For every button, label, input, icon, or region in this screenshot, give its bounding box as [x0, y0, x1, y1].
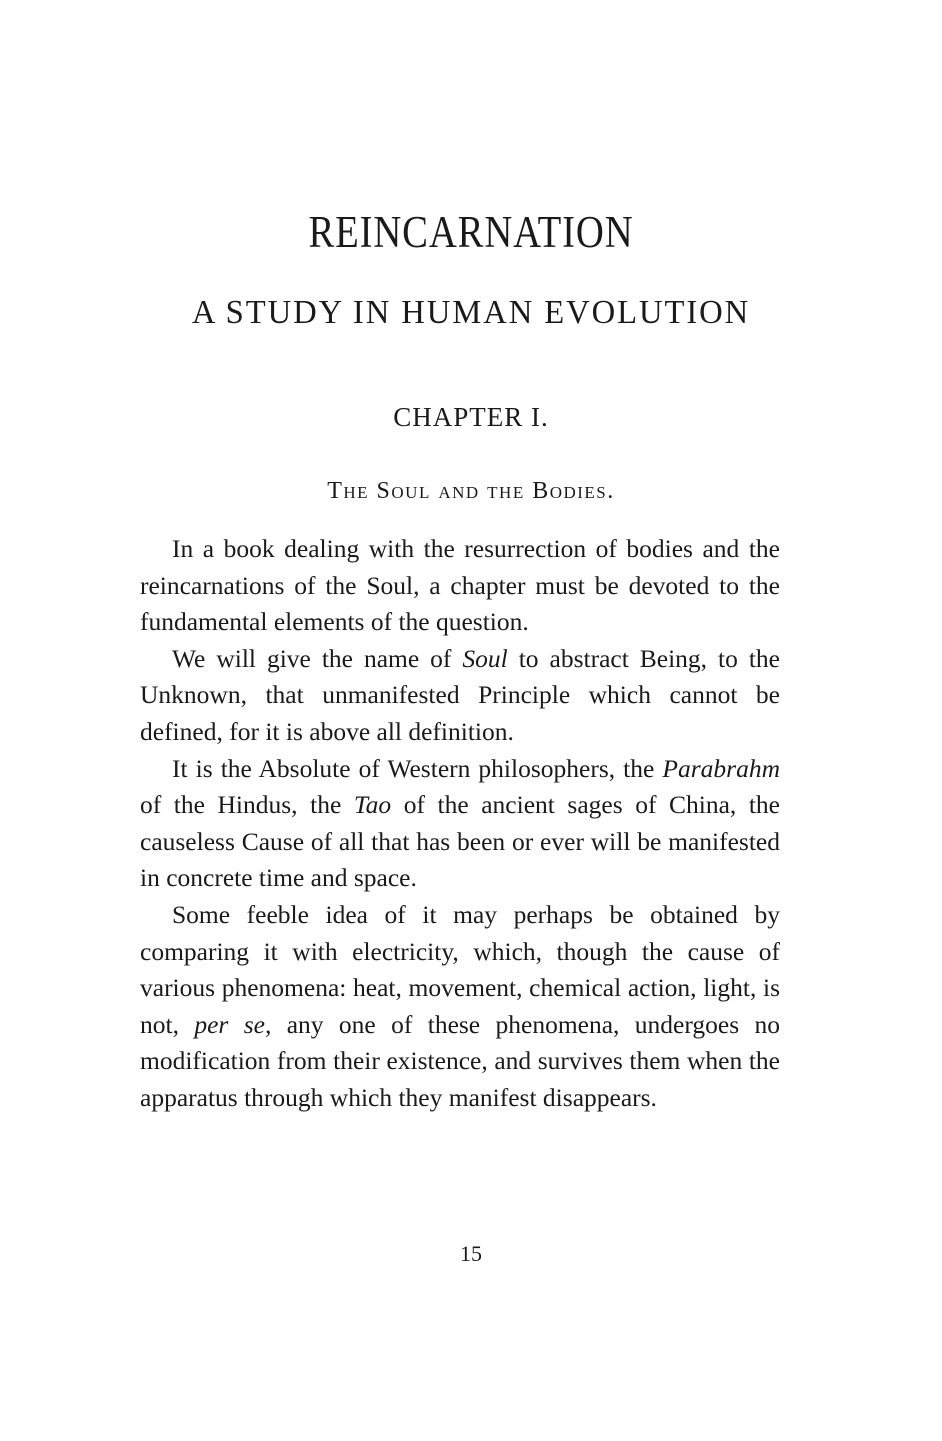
paragraph-3 — [140, 751, 780, 897]
paragraph-text: We will give the name of — [172, 643, 463, 673]
italic-term-tao: Tao — [353, 790, 392, 820]
paragraph-text: to abstract Being, to the Unknown, that unmanifested Principle which cannot be defined, for it is above all definition. — [140, 643, 780, 746]
chapter-heading: CHAPTER I. — [393, 402, 549, 432]
paragraph-text: of the Hindus, the — [140, 790, 354, 820]
italic-term-per-se: per se, — [194, 1009, 272, 1039]
italic-term-soul: Soul — [462, 643, 508, 673]
paragraph-1 — [140, 531, 780, 641]
paragraph-text: In a book dealing with the resurrection of bodies and the reincarnations of the Soul, a chapter must be devoted to the fundamental elements of the question. — [140, 534, 780, 637]
paragraph-text: It is the Absolute of Western philosophers, the — [172, 753, 663, 783]
body-text — [140, 531, 780, 1117]
page-number: 15 — [460, 1241, 482, 1266]
book-subtitle: A STUDY IN HUMAN EVOLUTION — [191, 294, 751, 331]
book-title: REINCARNATION — [308, 207, 634, 257]
chapter-title: The Soul and the Bodies. — [327, 478, 615, 504]
paragraph-4 — [140, 897, 780, 1117]
paragraph-text: Some feeble idea of it may perhaps be obtained by comparing it with electricity, which, though the cause of various phenomena: heat, movement, chemical action, light, is not, — [140, 899, 780, 1039]
paragraph-2 — [140, 641, 780, 751]
paragraph-text: any one of these phenomena, undergoes no modification from their existence, and survives them when the apparatus through which they manifest disappears. — [140, 1009, 781, 1112]
paragraph-text: of the ancient sages of China, the causeless Cause of all that has been or ever will be manifested in concrete time and space. — [140, 790, 780, 893]
italic-term-parabrahm: Parabrahm — [662, 753, 780, 783]
